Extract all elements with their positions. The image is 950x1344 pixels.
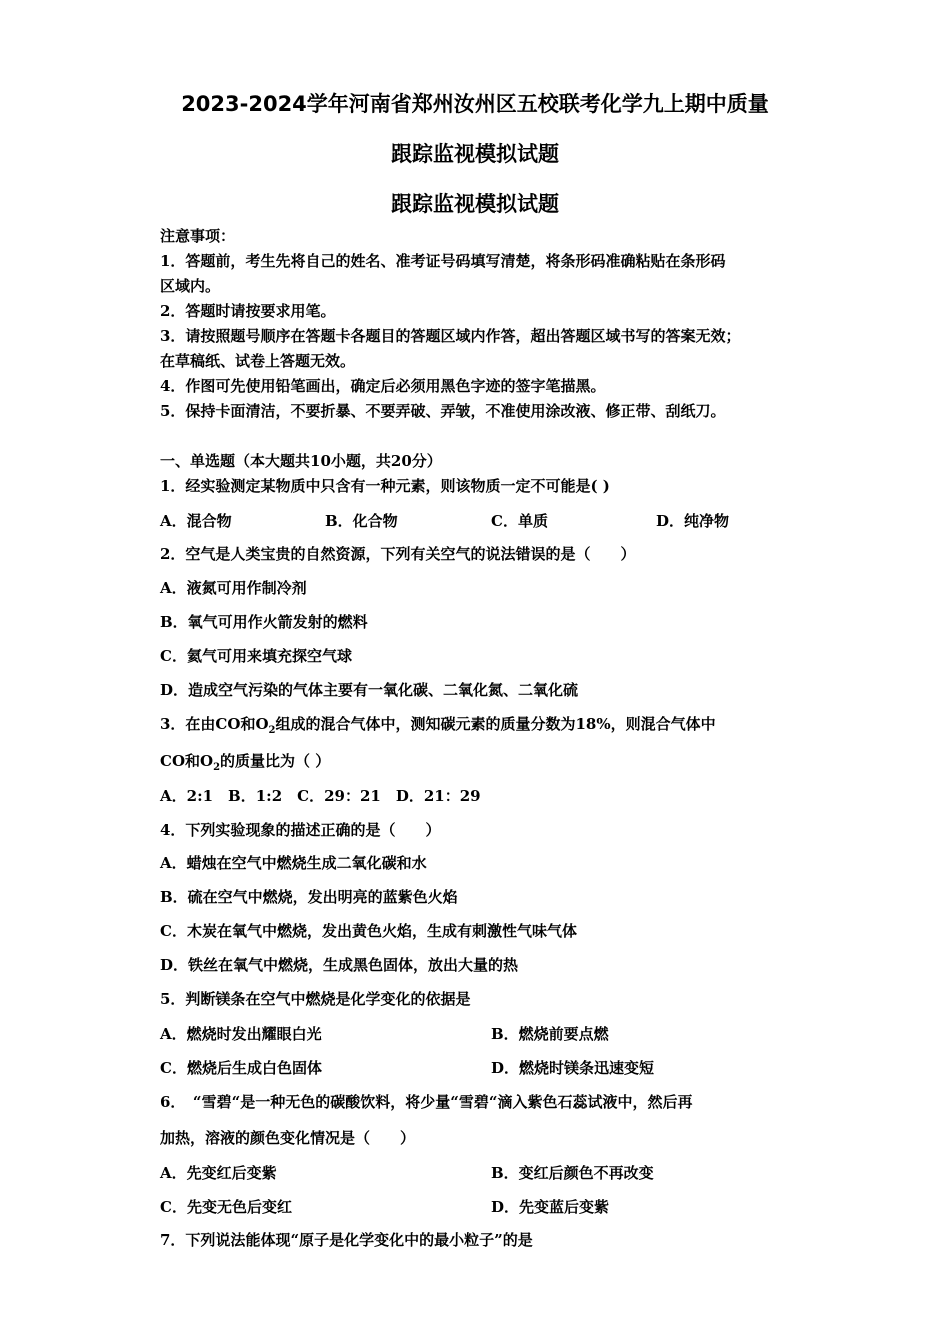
notice-item: 区域内。: [160, 277, 221, 295]
option-a: A．混合物: [160, 512, 232, 530]
question-1-options: [160, 510, 800, 530]
question-5-options-row2: [160, 1057, 800, 1077]
exam-title-line3: 跟踪监视模拟试题: [391, 192, 559, 216]
question-3-options: A．2:1 B．1:2 C．29：21 D．21：29: [160, 787, 481, 805]
exam-title-line1: 2023-2024学年河南省郑州汝州区五校联考化学九上期中质量: [181, 92, 769, 116]
question-1-stem: 1．经实验测定某物质中只含有一种元素，则该物质一定不可能是( ): [160, 477, 610, 495]
question-2-option-c: C．氦气可用来填充探空气球: [160, 647, 352, 665]
question-6-options-row2: [160, 1196, 800, 1216]
question-5-stem: 5．判断镁条在空气中燃烧是化学变化的依据是: [160, 990, 471, 1008]
q3-stem-part: 的质量比为（ ）: [220, 752, 331, 770]
subscript: 2: [268, 725, 276, 736]
question-3-stem: [160, 714, 716, 734]
notice-item: 在草稿纸、试卷上答题无效。: [160, 352, 356, 370]
option-b: B．化合物: [325, 512, 398, 530]
notice-item: 4．作图可先使用铅笔画出，确定后必须用黑色字迹的签字笔描黑。: [160, 377, 606, 395]
question-2-option-d: D．造成空气污染的气体主要有一氧化碳、二氧化氮、二氧化硫: [160, 681, 579, 699]
question-6-stem: 6． “雪碧“是一种无色的碳酸饮料，将少量“雪碧“滴入紫色石蕊试液中，然后再: [160, 1093, 693, 1111]
notice-item: 1．答题前，考生先将自己的姓名、准考证号码填写清楚，将条形码准确粘贴在条形码: [160, 252, 726, 270]
option-c: C．先变无色后变红: [160, 1198, 292, 1216]
question-7-stem: 7．下列说法能体现“原子是化学变化中的最小粒子”的是: [160, 1231, 533, 1249]
option-a: A．燃烧时发出耀眼白光: [160, 1025, 322, 1043]
question-5-options-row1: [160, 1023, 800, 1043]
question-4-stem: 4．下列实验现象的描述正确的是（ ）: [160, 821, 441, 839]
notice-heading: 注意事项：: [160, 227, 236, 245]
q3-stem-part: 3．在由CO和O: [160, 715, 269, 733]
subscript: 2: [213, 762, 221, 773]
option-d: D．纯净物: [656, 512, 730, 530]
option-d: D．先变蓝后变紫: [491, 1198, 610, 1216]
question-6-options-row1: [160, 1162, 800, 1182]
notice-item: 3．请按照题号顺序在答题卡各题目的答题区域内作答，超出答题区域书写的答案无效；: [160, 327, 741, 345]
question-2-option-b: B．氧气可用作火箭发射的燃料: [160, 613, 368, 631]
section-heading: 一、单选题（本大题共10小题，共20分）: [160, 452, 442, 470]
notice-item: 5．保持卡面清洁，不要折暴、不要弄破、弄皱，不准使用涂改液、修正带、刮纸刀。: [160, 402, 726, 420]
option-b: B．燃烧前要点燃: [491, 1025, 609, 1043]
option-c: C．燃烧后生成白色固体: [160, 1059, 322, 1077]
question-4-option-b: B．硫在空气中燃烧，发出明亮的蓝紫色火焰: [160, 888, 458, 906]
question-4-option-c: C．木炭在氧气中燃烧，发出黄色火焰，生成有刺激性气味气体: [160, 922, 577, 940]
option-d: D．燃烧时镁条迅速变短: [491, 1059, 655, 1077]
question-4-option-d: D．铁丝在氧气中燃烧，生成黑色固体，放出大量的热: [160, 956, 519, 974]
notice-item: 2．答题时请按要求用笔。: [160, 302, 336, 320]
option-a: A．先变红后变紫: [160, 1164, 277, 1182]
option-b: B．变红后颜色不再改变: [491, 1164, 654, 1182]
q3-stem-part: CO和O: [160, 752, 214, 770]
question-6-stem-line2: 加热，溶液的颜色变化情况是（ ）: [160, 1129, 416, 1147]
q3-stem-part: 组成的混合气体中，测知碳元素的质量分数为18%，则混合气体中: [275, 715, 716, 733]
question-2-stem: 2．空气是人类宝贵的自然资源，下列有关空气的说法错误的是（ ）: [160, 545, 636, 563]
exam-title-line2: 跟踪监视模拟试题: [391, 142, 559, 166]
question-3-stem-line2: [160, 751, 330, 771]
question-2-option-a: A．液氮可用作制冷剂: [160, 579, 307, 597]
question-4-option-a: A．蜡烛在空气中燃烧生成二氧化碳和水: [160, 854, 427, 872]
option-c: C．单质: [491, 512, 548, 530]
